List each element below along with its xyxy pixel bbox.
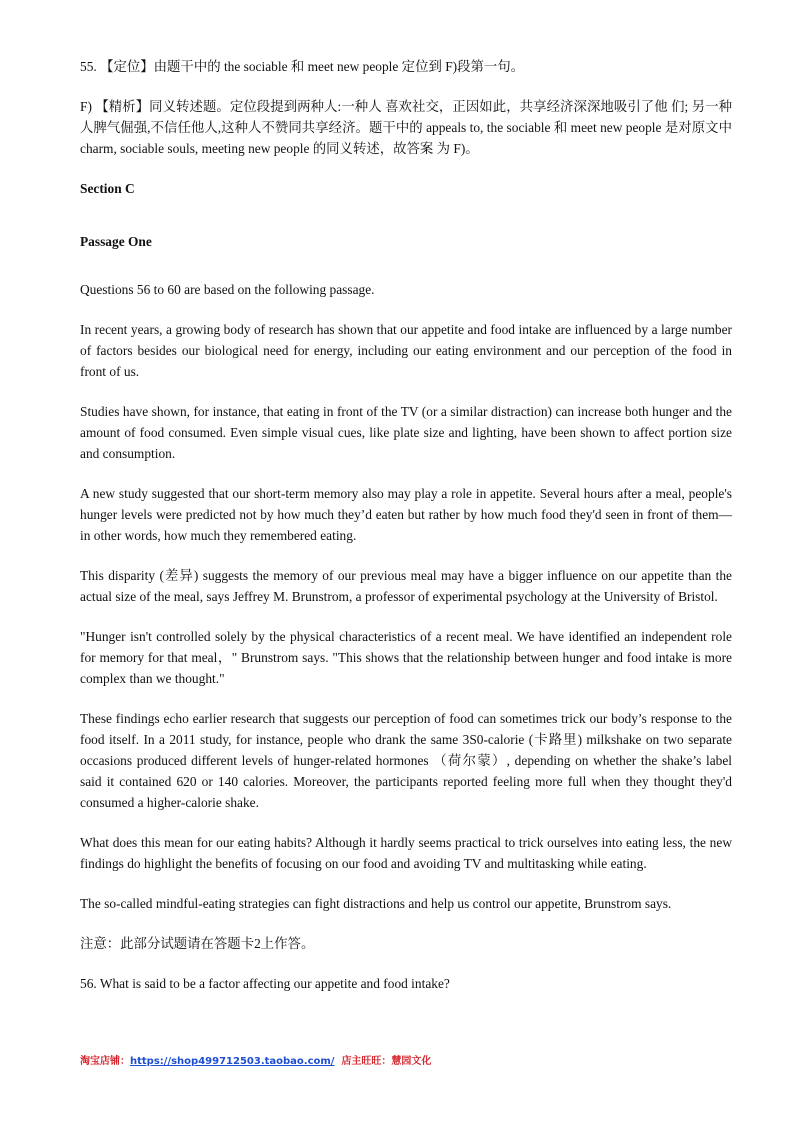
shop-label: 淘宝店铺： (80, 1056, 130, 1067)
page-content (80, 56, 732, 994)
passage-paragraph-5: "Hunger isn't controlled solely by the physical characteristics of a recent meal. We have identified an independent role for memory for that meal，" Brunstrom says. "This shows that the relationship between hunger and food intake is more complex than we thought." (80, 629, 732, 686)
passage-paragraph-6: These findings echo earlier research that suggests our perception of food can sometimes trick our body’s response to the food itself. In a 2011 study, for instance, people who drank the same 3S0-calorie (卡路里) milkshake on two separate occasions produced different levels of hunger-related hormones （荷尔蒙）, depending on whether the shake’s label said it contained 620 or 140 calories. Moreover, the participants reported feeling more full when they thought they'd consumed a higher-calorie shake. (80, 711, 732, 810)
shop-link[interactable]: https://shop499712503.taobao.com/ (130, 1056, 335, 1067)
answer-sheet-note: 注意：此部分试题请在答题卡2上作答。 (80, 936, 315, 951)
passage-paragraph-3: A new study suggested that our short-term memory also may play a role in appetite. Several hours after a meal, people's hunger levels were predicted not by how much they’d eaten but rather by how much food they'd seen in front of them—in other words, how much they remembered eating. (80, 486, 732, 543)
passage-paragraph-7: What does this mean for our eating habits? Although it hardly seems practical to trick ourselves into eating less, the new findings do highlight the benefits of focusing on our food and avoiding TV and multitasking while eating. (80, 835, 732, 871)
passage-intro: Questions 56 to 60 are based on the following passage. (80, 282, 375, 297)
section-heading: Section C (80, 181, 135, 196)
passage-paragraph-4: This disparity (差异) suggests the memory of our previous meal may have a bigger influence on our appetite than the actual size of the meal, says Jeffrey M. Brunstrom, a professor of experimental psychology at the University of Bristol. (80, 568, 732, 604)
passage-paragraph-1: In recent years, a growing body of research has shown that our appetite and food intake are influenced by a large number of factors besides our biological need for energy, including our eating environment and our perception of the food in front of us. (80, 322, 732, 379)
owner-label: 店主旺旺：慧园文化 (341, 1056, 432, 1067)
question-56: 56. What is said to be a factor affecting our appetite and food intake? (80, 976, 450, 991)
passage-paragraph-2: Studies have shown, for instance, that eating in front of the TV (or a similar distraction) can increase both hunger and the amount of food consumed. Even simple visual cues, like plate size and lighting, have been shown to affect portion size and consumption. (80, 404, 732, 461)
page-footer (80, 1052, 431, 1067)
q55-locate: 55. 【定位】由题干中的 the sociable 和 meet new people 定位到 F)段第一句。 (80, 59, 525, 74)
passage-heading: Passage One (80, 234, 152, 249)
passage-paragraph-8: The so-called mindful-eating strategies can fight distractions and help us control our appetite, Brunstrom says. (80, 896, 672, 911)
q55-analysis: F) 【精析】同义转述题。定位段提到两种人:一种人 喜欢社交，正因如此，共享经济深深地吸引了他 们; 另一种人脾气倔强,不信任他人,这种人不赞同共享经济。题干中的 appeals to, the sociable 和 meet new people 是对原文中 charm, sociable souls, meeting new people 的同义转述，故答案 为 F)。 (80, 99, 732, 156)
